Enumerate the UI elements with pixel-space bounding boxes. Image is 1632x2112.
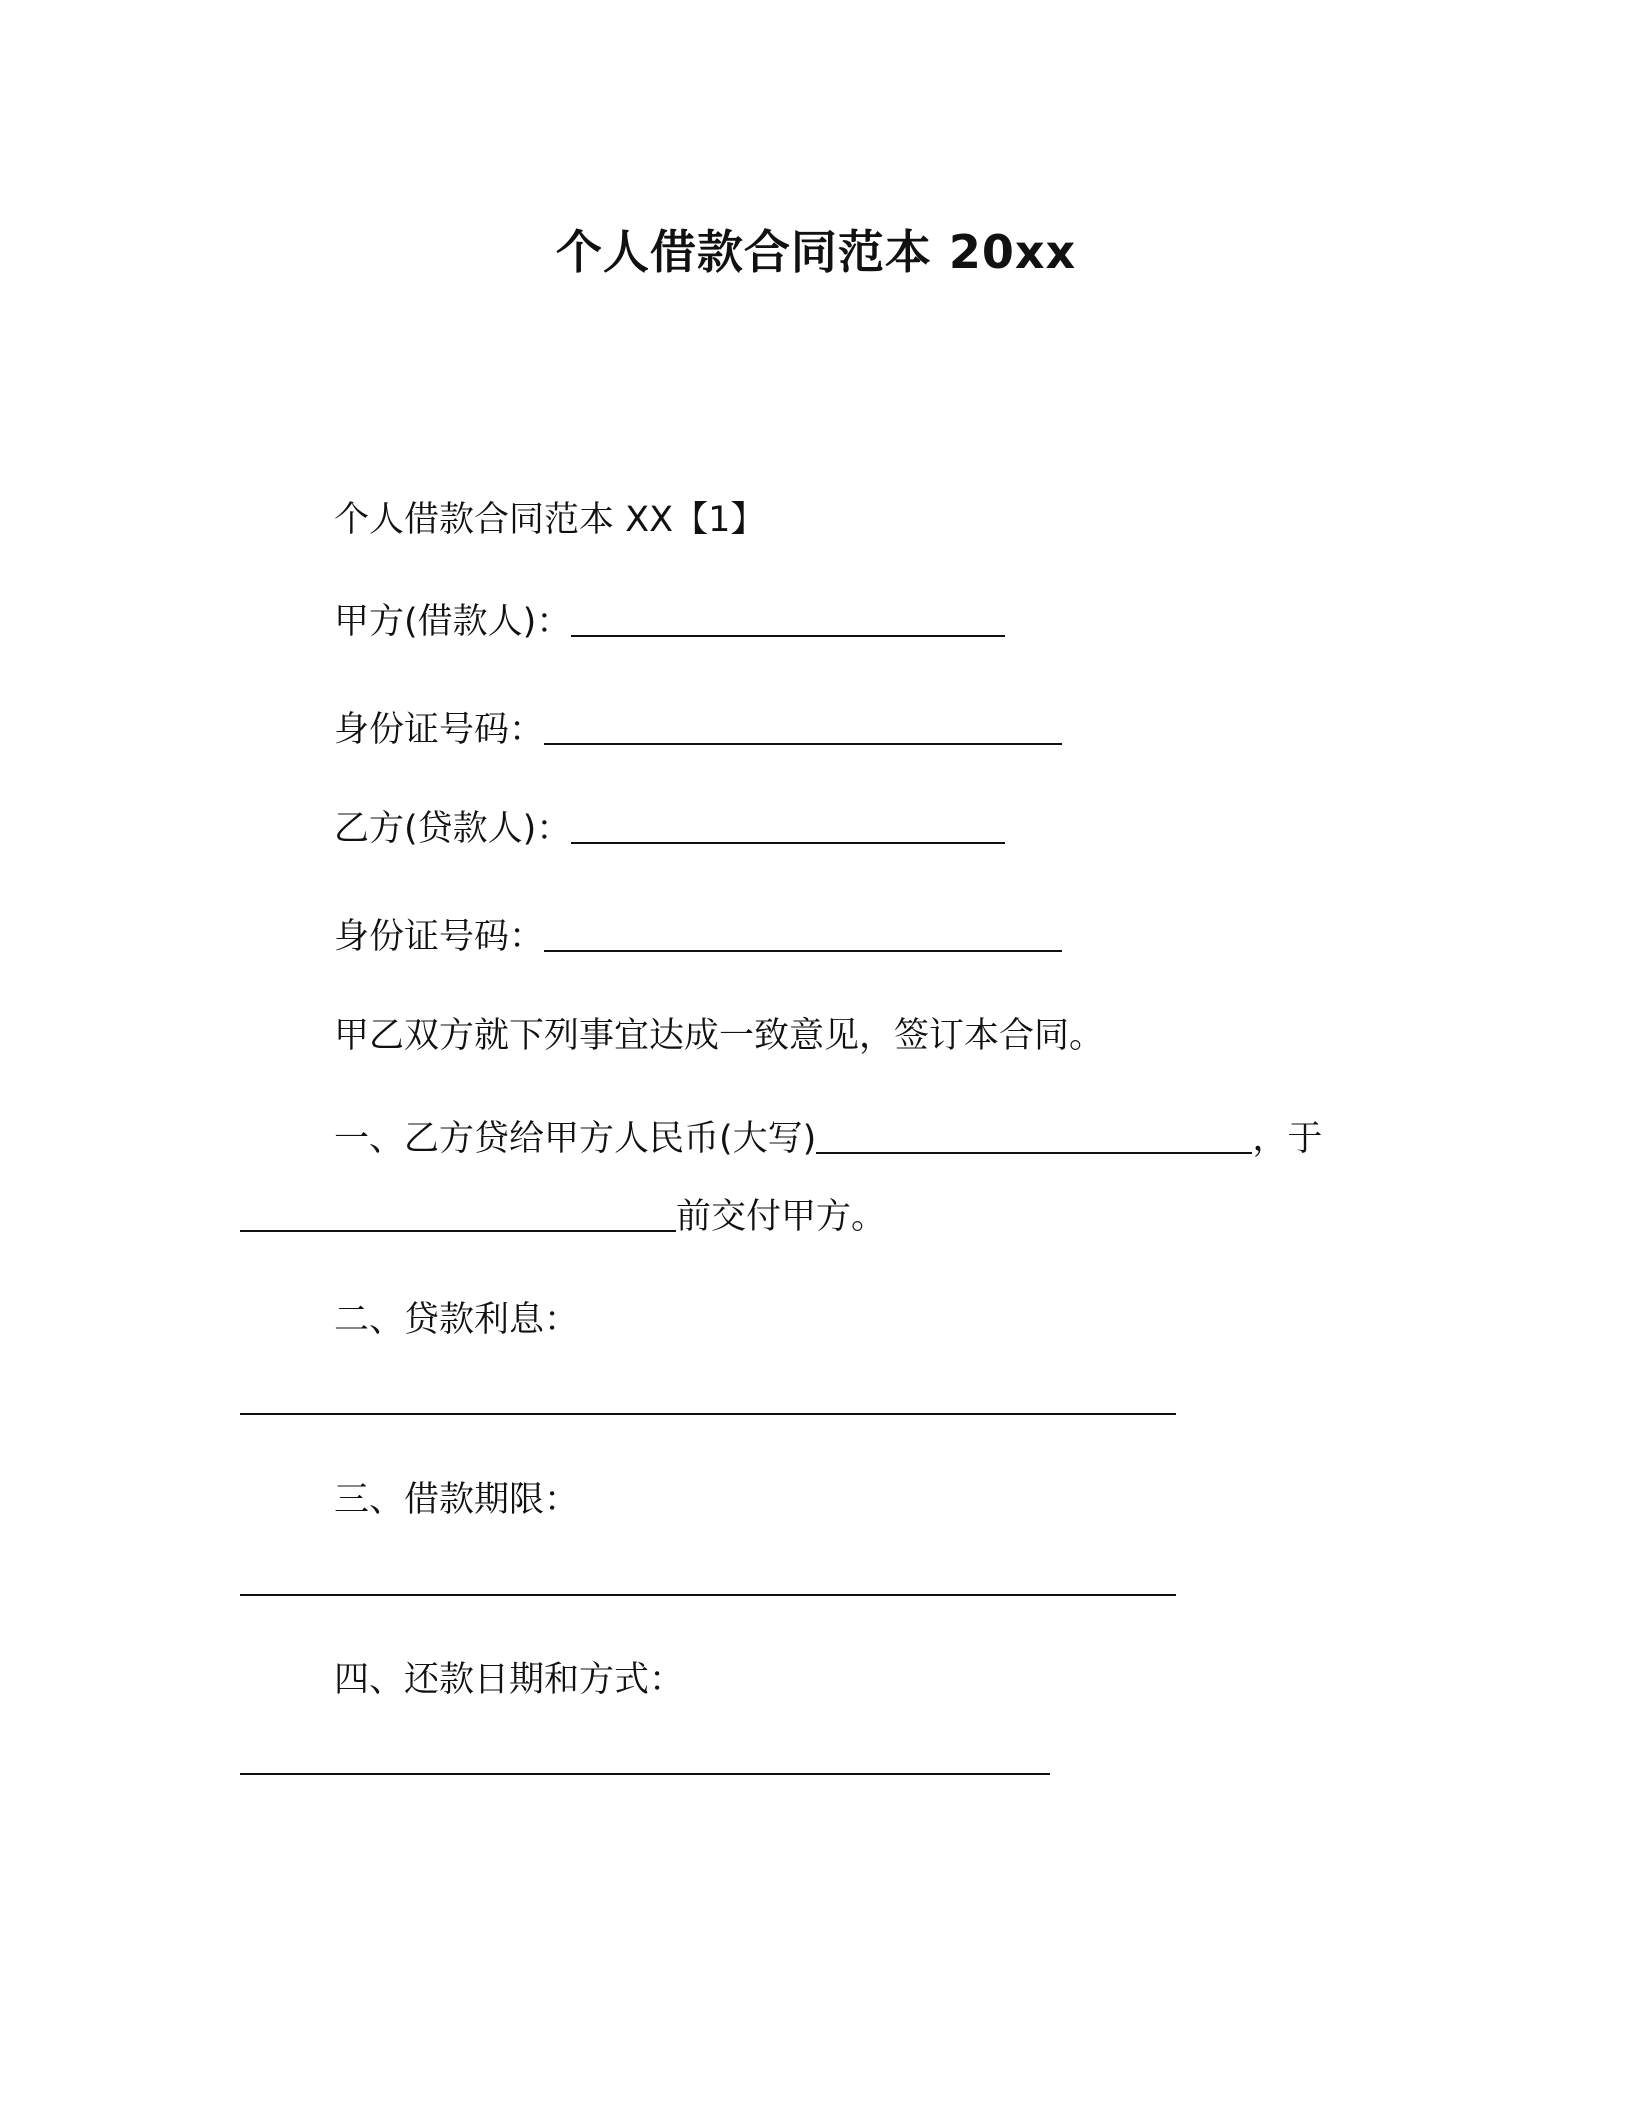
contract-subtitle (334, 495, 765, 545)
clause-1-line-1 (334, 1114, 1322, 1164)
clause-3-heading-text: 三、借款期限： (334, 1480, 580, 1520)
clause-2-heading-text: 二、贷款利息： (334, 1300, 580, 1340)
party-a-id-row (334, 705, 1062, 755)
clause-2-blank-row (240, 1375, 1176, 1425)
clause-4-blank-row (240, 1735, 1050, 1785)
party-b-id-row (334, 912, 1062, 962)
loan-amount-blank[interactable] (816, 1116, 1252, 1154)
agreement-intro (334, 1011, 1104, 1061)
party-a-label: 甲方(借款人)： (334, 602, 572, 642)
clause-1-mid: ，于 (1252, 1119, 1323, 1159)
party-b-id-label: 身份证号码： (334, 917, 545, 957)
clause-3-blank-row (240, 1556, 1176, 1606)
party-b-blank[interactable] (571, 806, 1005, 844)
contract-subtitle-text: 个人借款合同范本 XX【1】 (334, 500, 766, 540)
party-a-row (334, 597, 1005, 647)
clause-4-heading-text: 四、还款日期和方式： (334, 1660, 685, 1700)
agreement-intro-text: 甲乙双方就下列事宜达成一致意见，签订本合同。 (334, 1016, 1105, 1056)
clause-2-heading (334, 1295, 579, 1345)
delivery-date-blank[interactable] (240, 1194, 676, 1232)
document-title: 个人借款合同范本 20xx (555, 225, 1077, 279)
clause-3-heading (334, 1475, 579, 1525)
clause-1-line-2 (240, 1192, 886, 1242)
repayment-blank[interactable] (240, 1737, 1050, 1775)
party-b-label: 乙方(贷款人)： (334, 809, 572, 849)
party-a-id-blank[interactable] (544, 707, 1062, 745)
party-a-blank[interactable] (571, 599, 1005, 637)
party-b-row (334, 804, 1005, 854)
clause-1-suffix: 前交付甲方。 (676, 1197, 887, 1237)
clause-1-prefix: 一、乙方贷给甲方人民币(大写) (334, 1119, 817, 1159)
clause-4-heading (334, 1655, 684, 1705)
party-a-id-label: 身份证号码： (334, 710, 545, 750)
party-b-id-blank[interactable] (544, 914, 1062, 952)
interest-blank[interactable] (240, 1377, 1176, 1415)
loan-term-blank[interactable] (240, 1558, 1176, 1596)
